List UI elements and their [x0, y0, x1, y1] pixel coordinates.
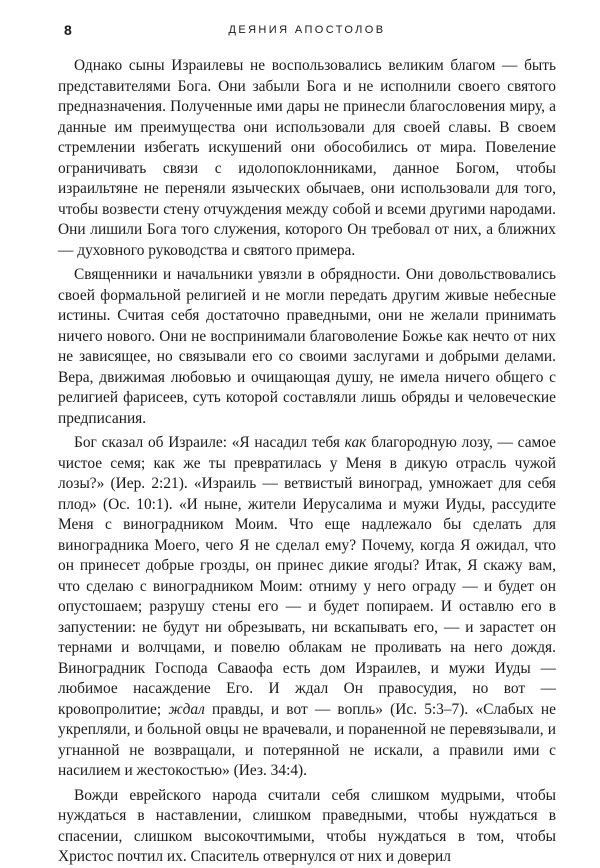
paragraph — [58, 433, 556, 782]
running-header — [58, 22, 556, 44]
paragraph-text: правды, и вот — вопль» (Ис. 5:3–7). «Слабых не укрепляли, и больной овцы не врачевали, и пораненной не перевязывали, и угнанной не возвращали, и потерянной не искали, а правили ими с насилием и жестокостью» (Иез. 34:4). — [58, 700, 556, 779]
body-text — [58, 56, 556, 868]
paragraph-text: Бог сказал об Израиле: «Я насадил тебя — [74, 434, 345, 451]
paragraph: Однако сыны Израилевы не воспользовались великим благом — быть представителями Бога. Они забыли Бога и не исполнили своего святого предназначения. Полученные ими дары не принесли благословения миру, а данные им преимущества они использовали для своей славы. В своем стремлении избегать искушений они обособились от мира. Повеление ограничивать связи с идолопоклонниками, данное Богом, чтобы израильтяне не переняли языческих обычаев, они использовали для того, чтобы возвести стену отчуждения между собой и всеми другими народами. Они лишили Бога того служения, которого Он требовал от них, а ближних — духовного руководства и святого примера. — [58, 57, 556, 259]
emphasis-text: как — [344, 434, 367, 451]
book-title: ДЕЯНИЯ АПОСТОЛОВ — [228, 24, 386, 36]
paragraph: Вожди еврейского народа считали себя слишком мудрыми, чтобы нуждаться в наставлении, слишком праведными, чтобы нуждаться в спасении, слишком высокочтимыми, чтобы нуждаться в том, чтобы Христос почтил их. Спаситель отвернулся от них и доверил — [58, 786, 556, 865]
page-number: 8 — [64, 22, 72, 38]
paragraph: Священники и начальники увязли в обрядности. Они довольствовались своей формальной религией и не могли передать другим живые небесные истины. Считая себя достаточно праведными, они не желали принимать ничего нового. Они не воспринимали благоволение Божье как нечто от них не зависящее, но связывали его со своими заслугами и добрыми делами. Вера, движимая любовью и очищающая душу, не имела ничего общего с религией фарисеев, суть которой составляли лишь обряды и человеческие предписания. — [58, 266, 556, 427]
emphasis-text: ждал — [168, 700, 205, 718]
paragraph-text: благородную лозу, — самое чистое семя; как же ты превратилась у Меня в дикую отрасль чужой лозы?» (Иер. 2:21). «Израиль — ветвистый виноград, умножает для себя плод» (Ос. 10:1). «И ныне, жители Иерусалима и мужи Иуды, рассудите Меня с виноградником Моим. Что еще надлежало бы сделать для виноградника Моего, чего Я не сделал ему? Почему, когда Я ожидал, что он принесет добрые грозды, он принес дикие ягоды? Итак, Я скажу вам, что сделаю с виноградником Моим: отниму у него ограду — и будет он опустошаем; разрушу стены его — и будет попираем. И оставлю его в запустении: не будут ни обрезывать, ни вскапывать его, — и зарастет он тернами и волчцами, и повелю облакам не проливать на него дождя. Виноградник Господа Саваофа есть дом Израилев, и мужи Иуды — любимое насаждение Его. И ждал Он правосудия, но вот — кровопролитие; — [58, 434, 556, 718]
